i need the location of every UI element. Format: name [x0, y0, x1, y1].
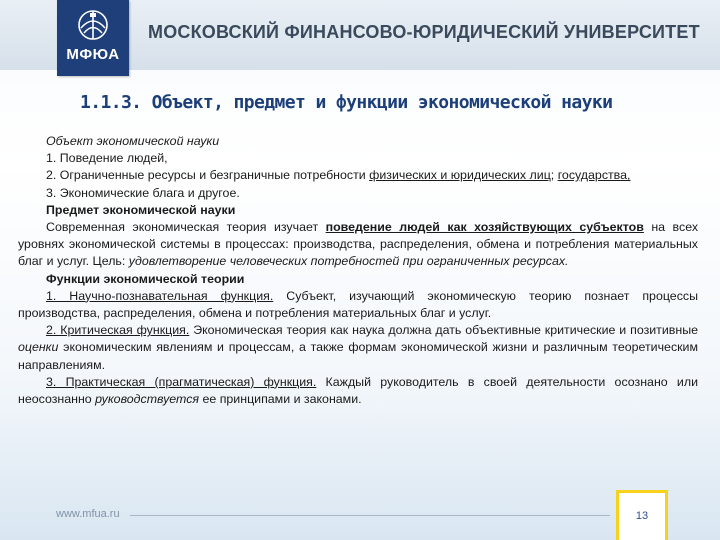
function-1 [18, 288, 698, 322]
function-2 [18, 322, 698, 374]
logo-emblem-icon [75, 8, 111, 42]
object-item-2-text: 2. Ограниченные ресурсы и безграничные потребности [46, 168, 370, 183]
function-2-text-c: экономическим явлениям и процессам, а также формам экономической жизни и различным теоретическим направлениям. [18, 340, 698, 372]
footer-url[interactable]: www.mfua.ru [56, 508, 120, 520]
object-item-1: 1. Поведение людей, [46, 151, 168, 166]
page-number-box [616, 490, 668, 540]
page-number: 13 [619, 493, 665, 540]
subject-text-a: Современная экономическая теория изучает [46, 220, 326, 235]
object-item-2-persons: физических и юридических лиц [369, 168, 551, 183]
function-3-text-a: Каждый руководитель в своей деятельности осознано или неосознанно [18, 374, 699, 407]
slide-body [18, 133, 698, 408]
subject-text-emph: поведение людей как хозяйствующих субъектов [325, 220, 644, 235]
university-name: МОСКОВСКИЙ ФИНАНСОВО-ЮРИДИЧЕСКИЙ УНИВЕРСИТЕТ [148, 22, 700, 42]
subject-paragraph [18, 219, 698, 271]
object-item-2 [18, 167, 698, 184]
footer-divider [130, 515, 610, 516]
function-3-text-b: руководствуется [95, 392, 200, 407]
functions-heading: Функции экономической теории [46, 271, 245, 286]
object-item-2-state: государства, [557, 168, 631, 183]
function-1-text: Субъект, изучающий экономическую теорию познает процессы производства, распределения, обмена и потребления материальных благ и услуг. [18, 288, 698, 321]
slide-title: 1.1.3. Объект, предмет и функции экономической науки [80, 92, 613, 113]
function-2-text-a: Экономическая теория как наука должна дать объективные критические и позитивные [189, 323, 698, 338]
subject-text-c: на всех уровнях экономической системы в процессах: производства, распределения, обмена и потребления материальных благ и услуг. Цель: [18, 220, 699, 269]
subject-heading: Предмет экономической науки [46, 202, 236, 217]
subject-goal: удовлетворение человеческих потребностей при ограниченных ресурсах. [128, 254, 569, 269]
function-3-text-c: ее принципами и законами. [199, 392, 362, 407]
object-heading: Объект экономической науки [46, 134, 220, 148]
university-logo[interactable] [57, 0, 129, 76]
function-2-label: 2. Критическая функция. [46, 323, 190, 338]
object-item-3: 3. Экономические блага и другое. [46, 185, 240, 200]
logo-text: МФЮА [66, 46, 120, 63]
function-3-label: 3. Практическая (прагматическая) функция. [46, 374, 317, 389]
object-item-2-sep: ; [550, 168, 558, 183]
function-1-label: 1. Научно-познавательная функция. [46, 288, 274, 303]
function-2-text-b: оценки [18, 340, 59, 355]
function-3 [18, 374, 698, 408]
